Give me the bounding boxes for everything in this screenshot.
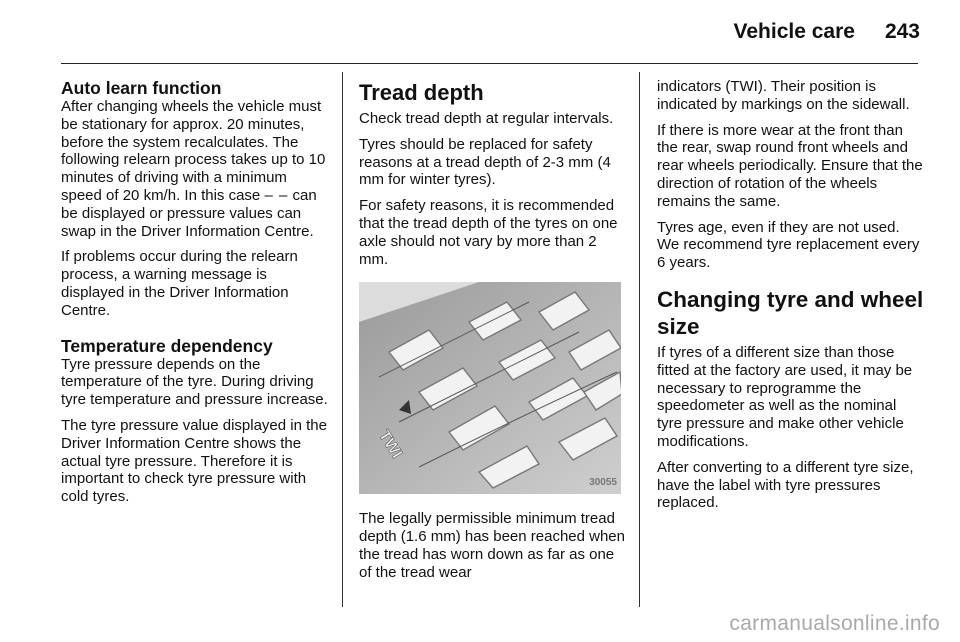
paragraph: Tyres age, even if they are not used. We recommend tyre replacement every 6 years.	[657, 218, 920, 272]
text: can be displayed or pressure values can swap in the Driver Information Centre.	[61, 186, 317, 240]
column-divider-1	[342, 72, 343, 607]
column-3	[657, 78, 925, 520]
column-2	[359, 78, 627, 590]
column-divider-2	[639, 72, 640, 607]
text: After changing wheels the vehicle must be stationary for approx. 20 minutes, before the system recalculates. The following relearn process takes up to 10 minutes of driving with a minimum speed of 20 km/h. In this case	[61, 98, 326, 204]
paragraph: The legally permissible minimum tread depth (1.6 mm) has been reached when the tread has worn down as far as one of the tread wear	[359, 510, 625, 581]
twi-label: TWI	[375, 427, 405, 462]
header-divider	[61, 63, 918, 64]
section-title: Vehicle care	[733, 20, 855, 43]
paragraph	[61, 98, 329, 240]
paragraph: If problems occur during the relearn process, a warning message is displayed in the Driver Information Centre.	[61, 248, 298, 319]
heading-changing-tyre: Changing tyre and wheel size	[657, 286, 924, 339]
column-1	[61, 78, 329, 514]
heading-tread-depth: Tread depth	[359, 80, 484, 105]
figure-number: 30055	[589, 476, 617, 488]
paragraph: Tyres should be replaced for safety reasons at a tread depth of 2-3 mm (4 mm for winter tyres).	[359, 135, 611, 189]
tyre-tread-illustration	[359, 282, 621, 494]
paragraph: indicators (TWI). Their position is indicated by markings on the sidewall.	[657, 78, 910, 113]
paragraph: Tyre pressure depends on the temperature of the tyre. During driving tyre temperature and pressure increase.	[61, 355, 328, 409]
watermark-text: carmanualsonline.info	[729, 612, 940, 635]
paragraph: If there is more wear at the front than the rear, swap round front wheels and rear wheels periodically. Ensure that the direction of rotation of the wheels remains the same.	[657, 121, 923, 210]
dash-symbol: – –	[264, 186, 289, 204]
heading-auto-learn: Auto learn function	[61, 78, 222, 98]
page-header	[734, 20, 920, 44]
page-number: 243	[884, 20, 920, 43]
tyre-tread-figure	[359, 282, 621, 494]
paragraph: After converting to a different tyre size, have the label with tyre pressures replaced.	[657, 458, 914, 512]
paragraph: For safety reasons, it is recommended that the tread depth of the tyres on one axle should not vary by more than 2 mm.	[359, 197, 618, 268]
paragraph: If tyres of a different size than those fitted at the factory are used, it may be necessary to reprogramme the speedometer as well as the nominal tyre pressure and make other vehicle modifications.	[657, 343, 913, 450]
paragraph: The tyre pressure value displayed in the Driver Information Centre shows the actual tyre pressure. Therefore it is important to check tyre pressure with cold tyres.	[61, 416, 327, 506]
paragraph: Check tread depth at regular intervals.	[359, 110, 614, 127]
heading-temperature: Temperature dependency	[61, 335, 273, 356]
